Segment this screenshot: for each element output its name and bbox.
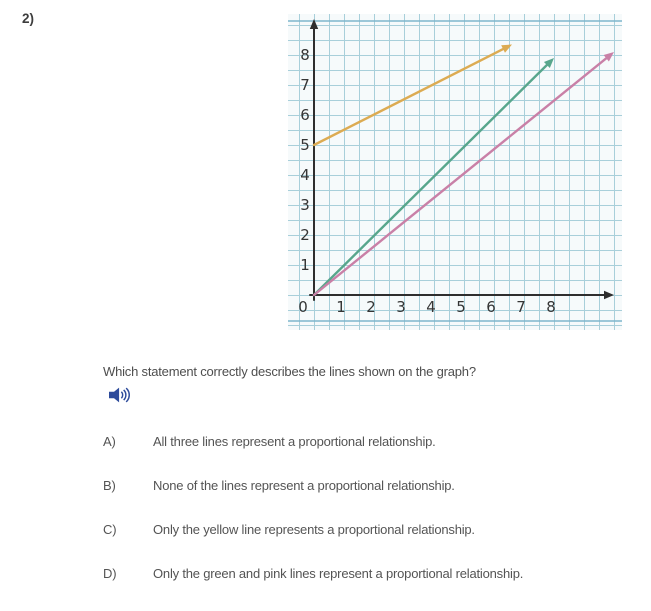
x-axis-label: 8 [546, 298, 556, 316]
option-b[interactable] [103, 478, 643, 522]
speaker-icon [109, 386, 131, 404]
question-number: 2) [22, 11, 35, 26]
option-d[interactable] [103, 566, 643, 610]
graph-image [288, 14, 622, 330]
y-axis-label: 5 [300, 136, 310, 154]
option-c-letter: C) [103, 522, 117, 537]
pink-line [314, 58, 606, 295]
x-axis-label: 0 [298, 298, 308, 316]
answer-options [103, 434, 643, 610]
option-a[interactable] [103, 434, 643, 478]
option-a-letter: A) [103, 434, 116, 449]
option-b-text: None of the lines represent a proportional relationship. [153, 478, 455, 493]
y-axis-label: 4 [300, 166, 310, 184]
x-axis-label: 3 [396, 298, 406, 316]
option-b-letter: B) [103, 478, 116, 493]
y-axis-arrowhead [310, 19, 318, 29]
y-axis-label: 3 [300, 196, 310, 214]
x-axis-label: 4 [426, 298, 436, 316]
y-axis-label: 7 [300, 76, 310, 94]
x-axis-label: 7 [516, 298, 526, 316]
yellow-line [314, 49, 503, 145]
green-line [314, 65, 547, 295]
x-axis-label: 2 [366, 298, 376, 316]
option-d-text: Only the green and pink lines represent a proportional relationship. [153, 566, 524, 581]
y-axis-label: 1 [300, 256, 310, 274]
audio-button[interactable] [109, 386, 131, 404]
option-c-text: Only the yellow line represents a proportional relationship. [153, 522, 475, 537]
graph-canvas [288, 14, 622, 330]
option-d-letter: D) [103, 566, 117, 581]
y-axis-label: 8 [300, 46, 310, 64]
y-axis-label: 2 [300, 226, 310, 244]
y-axis-label: 6 [300, 106, 310, 124]
question-text: Which statement correctly describes the lines shown on the graph? [103, 364, 476, 379]
x-axis-arrowhead [604, 291, 614, 299]
x-axis-label: 5 [456, 298, 466, 316]
option-c[interactable] [103, 522, 643, 566]
x-axis-label: 6 [486, 298, 496, 316]
x-axis-label: 1 [336, 298, 346, 316]
option-a-text: All three lines represent a proportional relationship. [153, 434, 436, 449]
